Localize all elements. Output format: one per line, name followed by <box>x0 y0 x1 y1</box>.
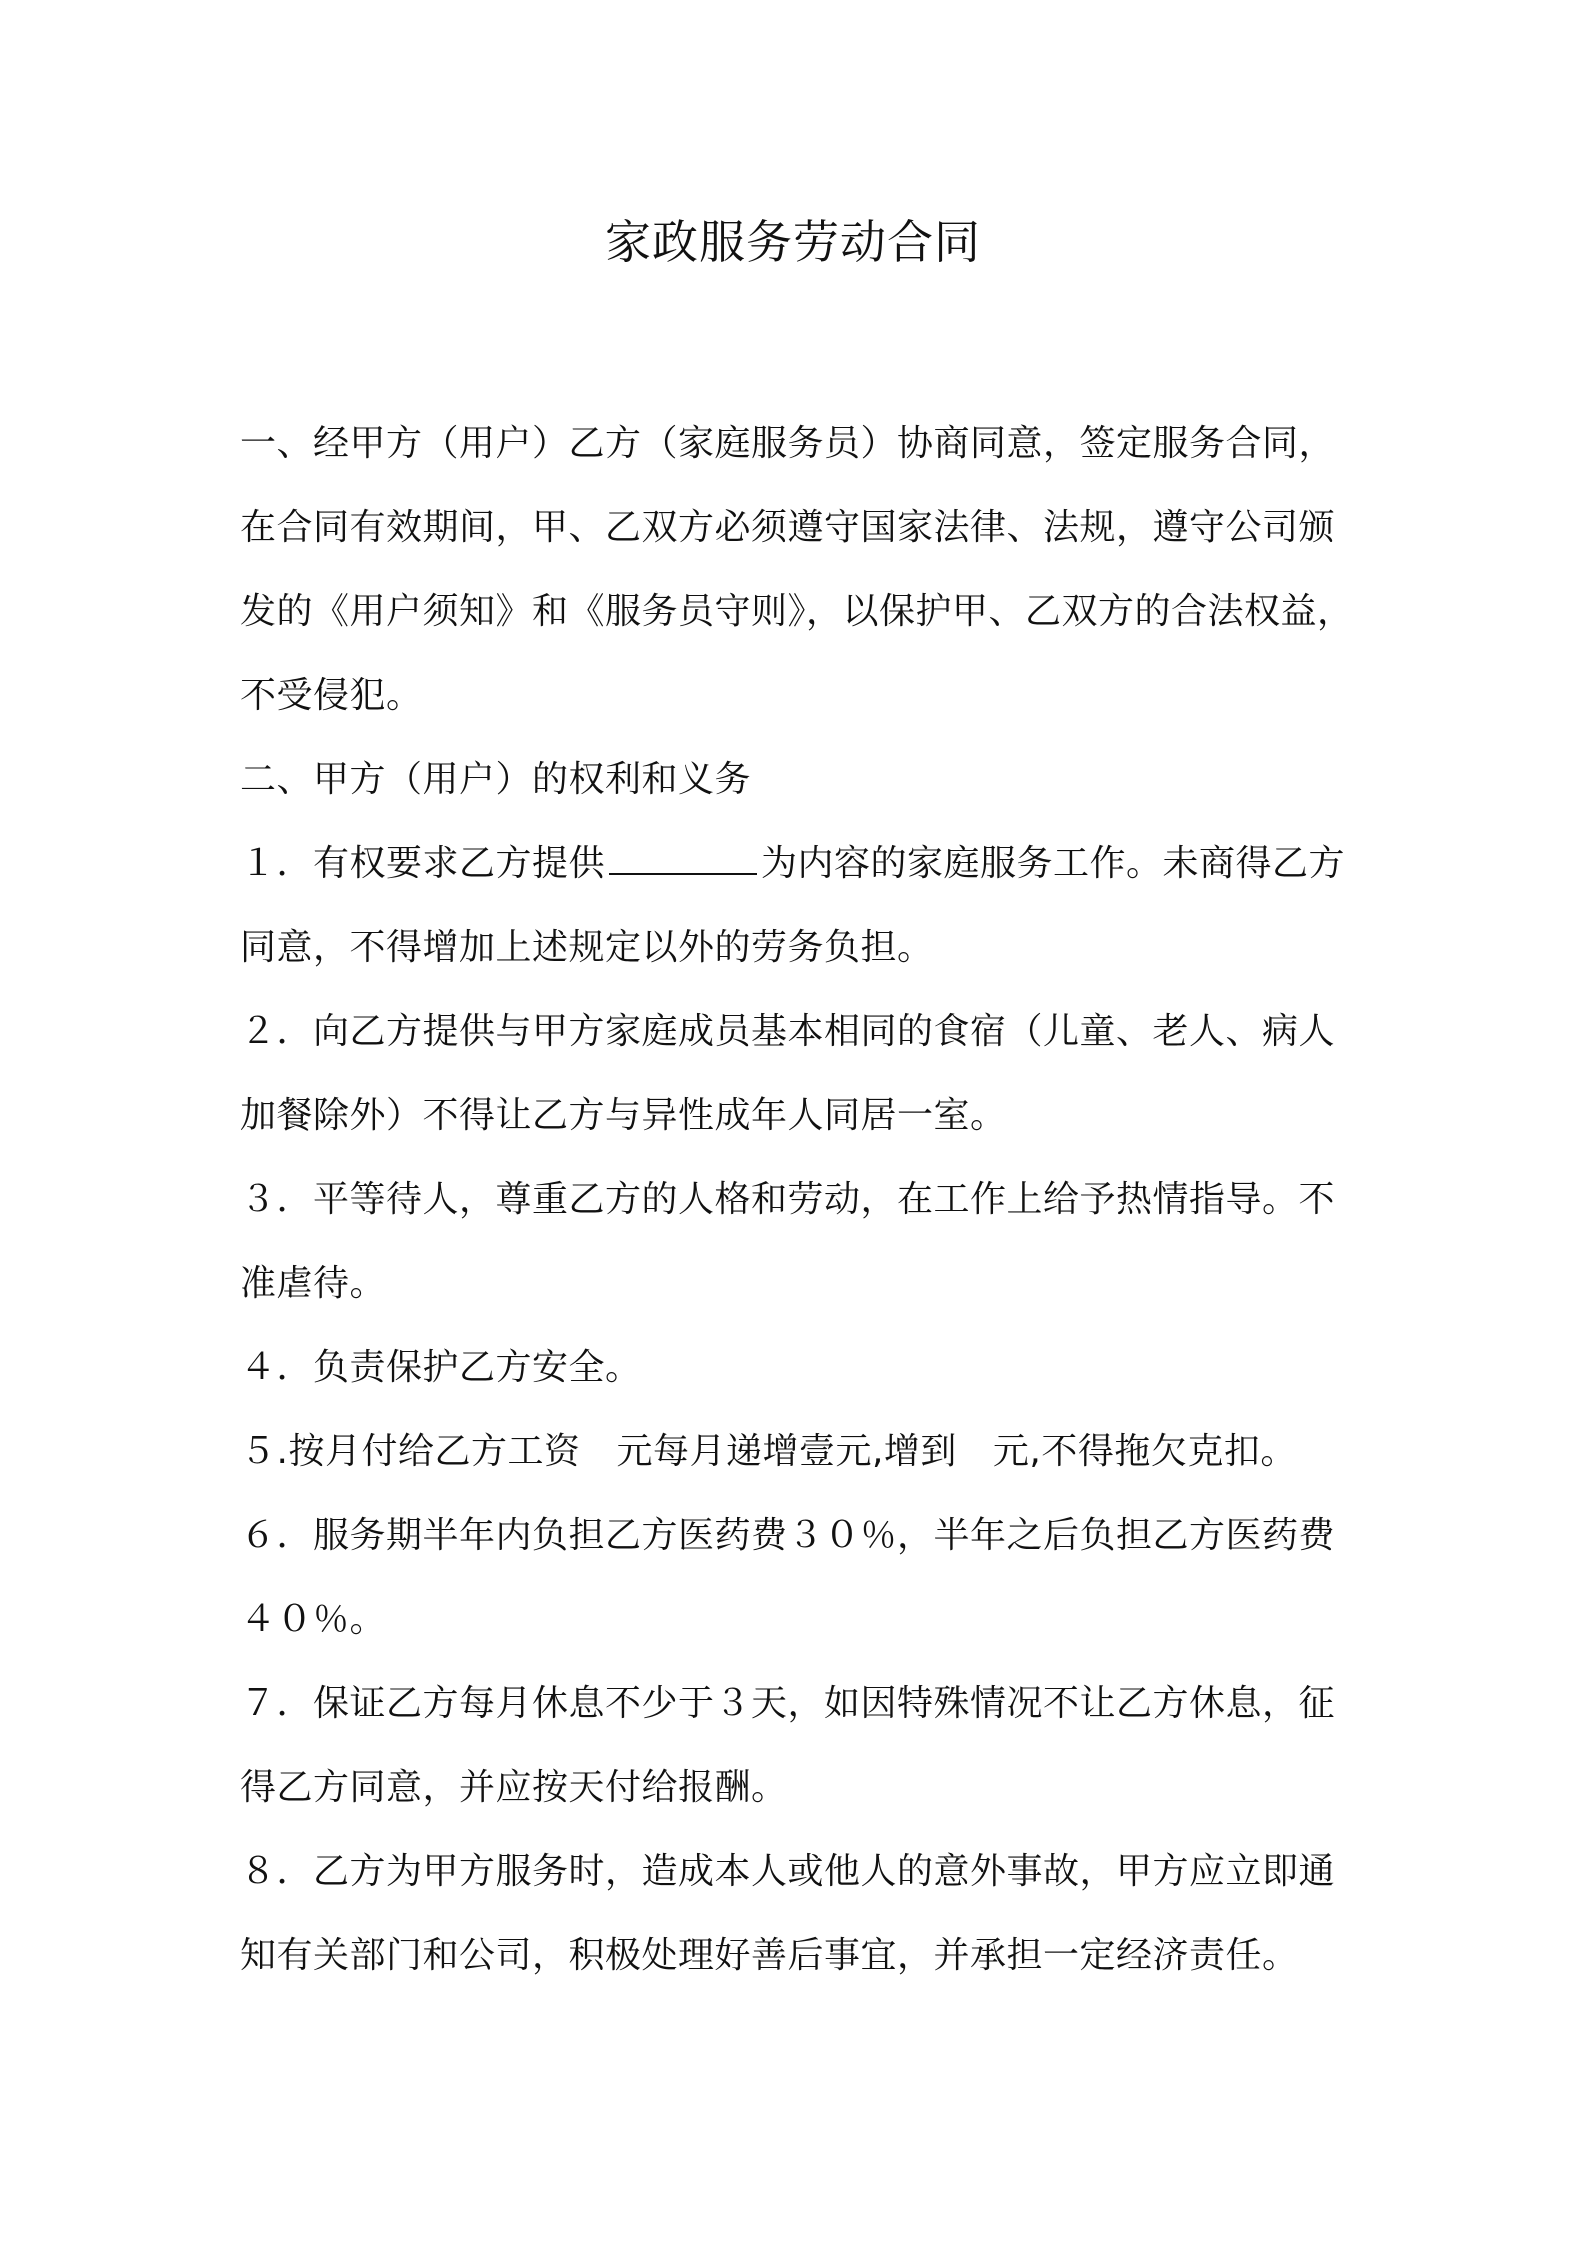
fill-in-blank <box>609 833 757 875</box>
text-line: ３．平等待人，尊重乙方的人格和劳动，在工作上给予热情指导。不 <box>240 1179 1336 1220</box>
item-1-text-before-blank: １．有权要求乙方提供 <box>240 843 606 884</box>
item-8 <box>240 1830 1360 1998</box>
text-line: 得乙方同意，并应按天付给报酬。 <box>240 1767 788 1808</box>
item-1-text-after-blank: 为内容的家庭服务工作。未商得乙方 <box>761 843 1346 884</box>
contract-body <box>240 402 1360 1998</box>
text-line: 二、甲方（用户）的权利和义务 <box>240 759 752 800</box>
document-title: 家政服务劳动合同 <box>605 215 981 269</box>
text-line: 在合同有效期间，甲、乙双方必须遵守国家法律、法规，遵守公司颁 <box>240 507 1336 548</box>
text-line: ２．向乙方提供与甲方家庭成员基本相同的食宿（儿童、老人、病人 <box>240 1011 1336 1052</box>
item-6 <box>240 1494 1360 1662</box>
text-line: 加餐除外）不得让乙方与异性成年人同居一室。 <box>240 1095 1007 1136</box>
item-7 <box>240 1662 1360 1830</box>
text-line: 不受侵犯。 <box>240 675 423 716</box>
item-5 <box>240 1410 1360 1494</box>
text-line: ６．服务期半年内负担乙方医药费３０％，半年之后负担乙方医药费 <box>240 1515 1336 1556</box>
item-3 <box>240 1158 1360 1326</box>
text-line <box>240 822 1360 906</box>
item-1 <box>240 822 1360 990</box>
section-2-heading <box>240 738 1360 822</box>
text-line: 准虐待。 <box>240 1263 387 1304</box>
item-5-part-1: ５.按月付给乙方工资 <box>240 1431 581 1472</box>
text-line: ４．负责保护乙方安全。 <box>240 1347 642 1388</box>
item-5-part-2: 元每月递增壹元,增到 <box>616 1431 957 1472</box>
text-line: ８．乙方为甲方服务时，造成本人或他人的意外事故，甲方应立即通 <box>240 1851 1336 1892</box>
item-4 <box>240 1326 1360 1410</box>
text-line: 同意，不得增加上述规定以外的劳务负担。 <box>240 927 934 968</box>
text-line: ７．保证乙方每月休息不少于３天，如因特殊情况不让乙方休息，征 <box>240 1683 1336 1724</box>
text-line: 发的《用户须知》和《服务员守则》，以保护甲、乙双方的合法权益， <box>240 591 1354 632</box>
item-5-part-3: 元,不得拖欠克扣。 <box>992 1431 1297 1472</box>
text-line <box>240 1410 1360 1494</box>
text-line: 一、经甲方（用户）乙方（家庭服务员）协商同意，签定服务合同， <box>240 423 1336 464</box>
section-1-paragraph <box>240 402 1360 738</box>
item-2 <box>240 990 1360 1158</box>
text-line: ４０％。 <box>240 1599 387 1640</box>
text-line: 知有关部门和公司，积极处理好善后事宜，并承担一定经济责任。 <box>240 1935 1299 1976</box>
